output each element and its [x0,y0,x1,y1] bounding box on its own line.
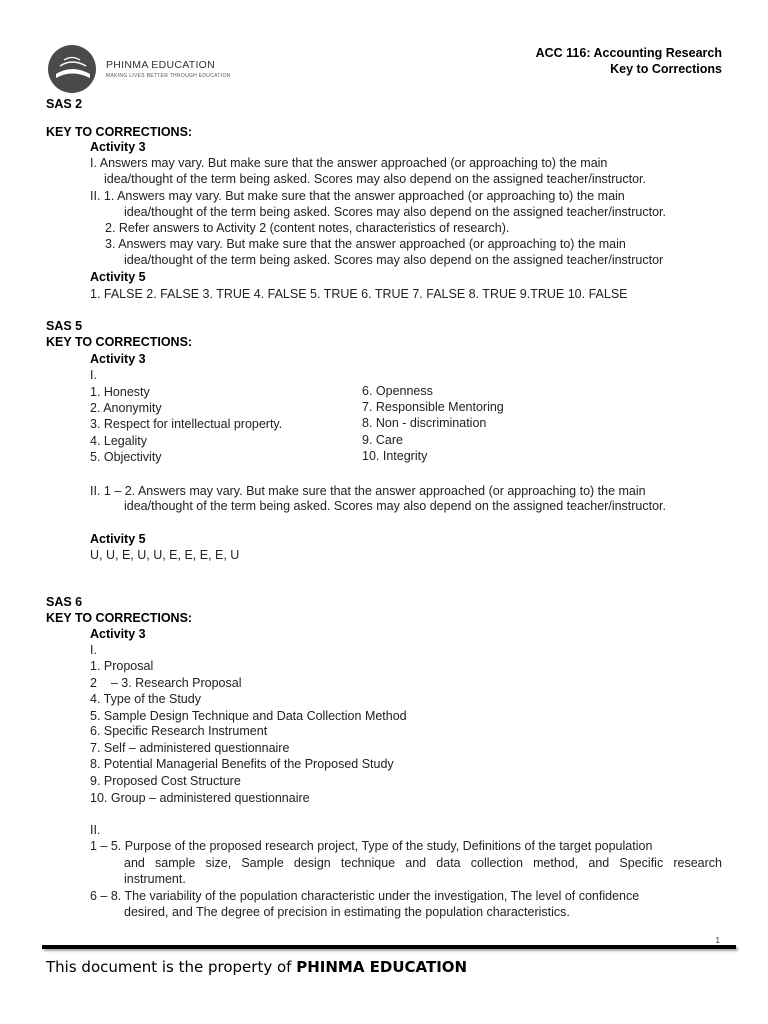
sas5-activity5-answers: U, U, E, U, U, E, E, E, E, U [90,548,240,562]
footer-owner: PHINMA EDUCATION [296,958,468,976]
sas2-item-ii1-line1: II. 1. Answers may vary. But make sure that the answer approached (or approaching to) the main [90,189,625,203]
sas2-key-heading: KEY TO CORRECTIONS: [46,125,193,139]
page-number: 1 [715,936,720,945]
footer-property-note [46,958,467,976]
sas6-list-item: 9. Proposed Cost Structure [90,774,241,788]
logo-tagline: MAKING LIVES BETTER THROUGH EDUCATION [106,73,231,79]
sas5-item-ii-line1: II. 1 – 2. Answers may vary. But make sure that the answer approached (or approaching to) the main [90,484,646,498]
sas6-activity3-heading: Activity 3 [90,627,146,641]
sas2-item-ii2: 2. Refer answers to Activity 2 (content notes, characteristics of research). [105,221,510,235]
sas5-value-item: 1. Honesty [90,385,150,399]
sas2-item-ii1-line2: idea/thought of the term being asked. Scores may also depend on the assigned teacher/instructor. [124,205,667,219]
sas6-item-ii1-line1: 1 – 5. Purpose of the proposed research project, Type of the study, Definitions of the target population [90,839,653,853]
sas5-value-item: 9. Care [362,433,403,447]
sas2-item-i-line2: idea/thought of the term being asked. Scores may also depend on the assigned teacher/instructor. [104,172,647,186]
course-title: ACC 116: Accounting Research [535,46,722,60]
sas5-key-heading: KEY TO CORRECTIONS: [46,335,193,349]
sas6-list-item: 2 – 3. Research Proposal [90,676,242,690]
sas6-list-item: 10. Group – administered questionnaire [90,791,310,805]
sas6-item-ii1-line2: and sample size, Sample design technique and data collection method, and Specific research [124,856,722,870]
sas6-roman-ii: II. [90,823,101,837]
sas5-roman-i: I. [90,368,97,382]
sas5-value-item: 7. Responsible Mentoring [362,400,504,414]
sas5-value-item: 5. Objectivity [90,450,162,464]
sas6-key-heading: KEY TO CORRECTIONS: [46,611,193,625]
sas6-list-item: 5. Sample Design Technique and Data Collection Method [90,709,407,723]
sas6-list-item: 4. Type of the Study [90,692,201,706]
sas6-list-item: 8. Potential Managerial Benefits of the Proposed Study [90,757,394,771]
sas6-list-item: 6. Specific Research Instrument [90,724,268,738]
logo-emblem-icon [46,44,102,94]
sas5-heading: SAS 5 [46,319,83,333]
sas5-value-item: 3. Respect for intellectual property. [90,417,283,431]
sas2-activity5-heading: Activity 5 [90,270,146,284]
sas6-heading: SAS 6 [46,595,83,609]
sas5-value-item: 4. Legality [90,434,147,448]
sas6-list-item: 1. Proposal [90,659,154,673]
sas6-list-item: 7. Self – administered questionnaire [90,741,290,755]
sas5-value-item: 8. Non - discrimination [362,416,487,430]
sas5-value-item: 10. Integrity [362,449,428,463]
sas6-item-ii1-line3: instrument. [124,872,186,886]
logo-name: PHINMA EDUCATION [106,59,216,71]
sas2-activity5-answers: 1. FALSE 2. FALSE 3. TRUE 4. FALSE 5. TRUE 6. TRUE 7. FALSE 8. TRUE 9.TRUE 10. FALSE [90,287,628,301]
sas5-value-item: 6. Openness [362,384,433,398]
sas6-item-ii2-line2: desired, and The degree of precision in estimating the population characteristics. [124,905,570,919]
phinma-logo [46,44,246,94]
footer-divider [42,945,736,949]
sas6-roman-i: I. [90,643,97,657]
sas2-heading: SAS 2 [46,97,83,111]
footer-property-text: This document is the property of [46,958,297,976]
sas2-item-ii3-line2: idea/thought of the term being asked. Scores may also depend on the assigned teacher/instructor [124,253,664,267]
document-title: Key to Corrections [610,62,722,76]
sas5-item-ii-line2: idea/thought of the term being asked. Scores may also depend on the assigned teacher/instructor. [124,499,667,513]
sas2-item-i-line1: I. Answers may vary. But make sure that the answer approached (or approaching to) the main [90,156,608,170]
sas5-value-item: 2. Anonymity [90,401,162,415]
sas5-activity3-heading: Activity 3 [90,352,146,366]
sas5-activity5-heading: Activity 5 [90,532,146,546]
sas6-item-ii2-line1: 6 – 8. The variability of the population characteristic under the investigation, The level of confidence [90,889,640,903]
sas2-activity3-heading: Activity 3 [90,140,146,154]
sas2-item-ii3-line1: 3. Answers may vary. But make sure that the answer approached (or approaching to) the main [105,237,626,251]
